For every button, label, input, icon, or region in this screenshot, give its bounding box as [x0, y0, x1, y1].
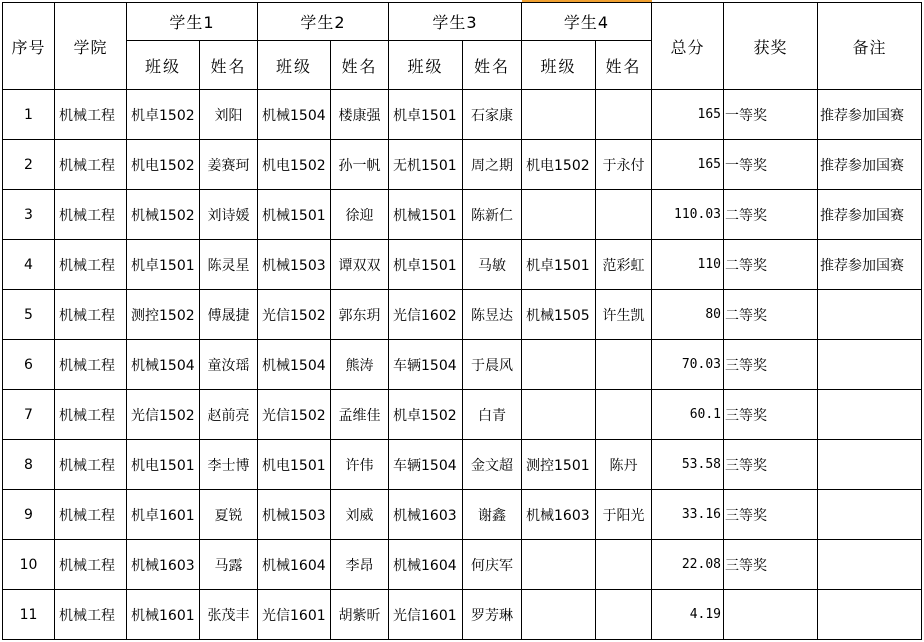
- cell-student-3-class[interactable]: 无机1501: [389, 140, 463, 190]
- header-student-4[interactable]: 学生4: [522, 3, 652, 41]
- cell-student-4-name[interactable]: 许生凯: [596, 290, 652, 340]
- cell-student-3-name[interactable]: 白青: [463, 390, 522, 440]
- cell-award[interactable]: 二等奖: [724, 240, 818, 290]
- cell-index[interactable]: 9: [3, 490, 55, 540]
- cell-student-1-name[interactable]: 刘诗媛: [200, 190, 258, 240]
- cell-award[interactable]: 二等奖: [724, 190, 818, 240]
- cell-student-2-class[interactable]: 机械1604: [258, 540, 331, 590]
- cell-college[interactable]: 机械工程: [55, 190, 127, 240]
- cell-award[interactable]: 三等奖: [724, 390, 818, 440]
- cell-college[interactable]: 机械工程: [55, 140, 127, 190]
- cell-student-1-class[interactable]: 机电1502: [127, 140, 200, 190]
- cell-college[interactable]: 机械工程: [55, 490, 127, 540]
- cell-student-4-name[interactable]: 陈丹: [596, 440, 652, 490]
- cell-total[interactable]: 80: [652, 290, 724, 340]
- cell-student-4-name[interactable]: [596, 340, 652, 390]
- cell-student-1-name[interactable]: 傅晟捷: [200, 290, 258, 340]
- cell-award[interactable]: 三等奖: [724, 340, 818, 390]
- cell-student-1-class[interactable]: 机卓1601: [127, 490, 200, 540]
- cell-student-2-class[interactable]: 机械1501: [258, 190, 331, 240]
- cell-student-4-class[interactable]: [522, 190, 596, 240]
- cell-student-1-name[interactable]: 马露: [200, 540, 258, 590]
- cell-student-1-class[interactable]: 机卓1501: [127, 240, 200, 290]
- cell-student-4-class[interactable]: [522, 590, 596, 640]
- header-index[interactable]: 序号: [3, 3, 55, 90]
- cell-student-2-name[interactable]: 胡紫昕: [331, 590, 389, 640]
- cell-student-3-name[interactable]: 于晨风: [463, 340, 522, 390]
- cell-student-1-class[interactable]: 机械1502: [127, 190, 200, 240]
- table-row: [3, 440, 922, 490]
- cell-student-3-class[interactable]: 机卓1501: [389, 90, 463, 140]
- cell-index[interactable]: 6: [3, 340, 55, 390]
- cell-student-4-name[interactable]: 于阳光: [596, 490, 652, 540]
- cell-student-4-name[interactable]: [596, 540, 652, 590]
- cell-student-3-class[interactable]: 车辆1504: [389, 440, 463, 490]
- cell-student-4-class[interactable]: 测控1501: [522, 440, 596, 490]
- header-remark[interactable]: 备注: [818, 3, 922, 90]
- cell-total[interactable]: 4.19: [652, 590, 724, 640]
- cell-student-4-class[interactable]: 机械1603: [522, 490, 596, 540]
- cell-student-1-class[interactable]: 机电1501: [127, 440, 200, 490]
- cell-award[interactable]: 二等奖: [724, 290, 818, 340]
- cell-student-2-name[interactable]: 刘威: [331, 490, 389, 540]
- cell-remark[interactable]: [818, 340, 922, 390]
- cell-student-3-class[interactable]: 机械1604: [389, 540, 463, 590]
- table-row: [3, 140, 922, 190]
- cell-index[interactable]: 4: [3, 240, 55, 290]
- cell-total[interactable]: 60.1: [652, 390, 724, 440]
- header-class[interactable]: 班级: [389, 41, 463, 90]
- header-name[interactable]: 姓名: [463, 41, 522, 90]
- header-name[interactable]: 姓名: [200, 41, 258, 90]
- table-row: [3, 390, 922, 440]
- cell-student-2-class[interactable]: 光信1601: [258, 590, 331, 640]
- cell-remark[interactable]: 推荐参加国赛: [818, 90, 922, 140]
- cell-award[interactable]: 三等奖: [724, 540, 818, 590]
- cell-student-3-class[interactable]: 机卓1502: [389, 390, 463, 440]
- cell-remark[interactable]: [818, 590, 922, 640]
- cell-index[interactable]: 5: [3, 290, 55, 340]
- header-award[interactable]: 获奖: [724, 3, 818, 90]
- cell-student-4-class[interactable]: [522, 90, 596, 140]
- header-student-1[interactable]: 学生1: [127, 3, 258, 41]
- table-row: [3, 190, 922, 240]
- cell-college[interactable]: 机械工程: [55, 540, 127, 590]
- cell-total[interactable]: 53.58: [652, 440, 724, 490]
- cell-student-1-class[interactable]: 光信1502: [127, 390, 200, 440]
- cell-college[interactable]: 机械工程: [55, 90, 127, 140]
- cell-index[interactable]: 3: [3, 190, 55, 240]
- cell-index[interactable]: 11: [3, 590, 55, 640]
- cell-college[interactable]: 机械工程: [55, 590, 127, 640]
- cell-student-3-name[interactable]: 谢鑫: [463, 490, 522, 540]
- cell-student-1-name[interactable]: 刘阳: [200, 90, 258, 140]
- cell-student-4-name[interactable]: 于永付: [596, 140, 652, 190]
- cell-student-1-class[interactable]: 机械1603: [127, 540, 200, 590]
- cell-student-1-class[interactable]: 机卓1502: [127, 90, 200, 140]
- cell-student-3-class[interactable]: 机械1603: [389, 490, 463, 540]
- cell-award[interactable]: 一等奖: [724, 90, 818, 140]
- cell-student-4-class[interactable]: [522, 390, 596, 440]
- cell-student-1-name[interactable]: 姜赛珂: [200, 140, 258, 190]
- cell-student-3-name[interactable]: 陈新仁: [463, 190, 522, 240]
- cell-index[interactable]: 10: [3, 540, 55, 590]
- cell-student-4-name[interactable]: [596, 190, 652, 240]
- cell-student-2-name[interactable]: 徐迎: [331, 190, 389, 240]
- cell-student-3-class[interactable]: 光信1602: [389, 290, 463, 340]
- table-row: [3, 290, 922, 340]
- table-row: [3, 540, 922, 590]
- cell-index[interactable]: 7: [3, 390, 55, 440]
- cell-remark[interactable]: [818, 390, 922, 440]
- cell-student-3-name[interactable]: 何庆军: [463, 540, 522, 590]
- cell-student-2-class[interactable]: 机械1504: [258, 90, 331, 140]
- cell-total[interactable]: 165: [652, 140, 724, 190]
- cell-student-4-name[interactable]: [596, 390, 652, 440]
- cell-student-4-name[interactable]: [596, 590, 652, 640]
- cell-student-2-class[interactable]: 光信1502: [258, 390, 331, 440]
- cell-index[interactable]: 8: [3, 440, 55, 490]
- header-name[interactable]: 姓名: [596, 41, 652, 90]
- header-class[interactable]: 班级: [258, 41, 331, 90]
- cell-student-4-class[interactable]: 机电1502: [522, 140, 596, 190]
- cell-student-4-class[interactable]: [522, 340, 596, 390]
- header-name[interactable]: 姓名: [331, 41, 389, 90]
- cell-student-3-name[interactable]: 陈昱达: [463, 290, 522, 340]
- cell-student-2-class[interactable]: 机电1501: [258, 440, 331, 490]
- header-class[interactable]: 班级: [127, 41, 200, 90]
- cell-student-1-name[interactable]: 夏锐: [200, 490, 258, 540]
- cell-total[interactable]: 70.03: [652, 340, 724, 390]
- cell-award[interactable]: 一等奖: [724, 140, 818, 190]
- cell-student-3-class[interactable]: 车辆1504: [389, 340, 463, 390]
- cell-student-2-name[interactable]: 楼康强: [331, 90, 389, 140]
- cell-award[interactable]: 三等奖: [724, 490, 818, 540]
- cell-college[interactable]: 机械工程: [55, 390, 127, 440]
- cell-student-2-name[interactable]: 孟维佳: [331, 390, 389, 440]
- results-table: [2, 2, 922, 640]
- header-total[interactable]: 总分: [652, 3, 724, 90]
- cell-college[interactable]: 机械工程: [55, 240, 127, 290]
- cell-student-2-class[interactable]: 机械1503: [258, 240, 331, 290]
- cell-student-2-name[interactable]: 李昂: [331, 540, 389, 590]
- cell-remark[interactable]: 推荐参加国赛: [818, 240, 922, 290]
- cell-student-2-name[interactable]: 熊涛: [331, 340, 389, 390]
- cell-student-2-class[interactable]: 机械1504: [258, 340, 331, 390]
- cell-total[interactable]: 165: [652, 90, 724, 140]
- cell-student-1-class[interactable]: 机械1504: [127, 340, 200, 390]
- cell-remark[interactable]: [818, 440, 922, 490]
- cell-student-1-class[interactable]: 测控1502: [127, 290, 200, 340]
- cell-student-2-class[interactable]: 光信1502: [258, 290, 331, 340]
- cell-student-2-class[interactable]: 机械1503: [258, 490, 331, 540]
- cell-student-2-name[interactable]: 许伟: [331, 440, 389, 490]
- cell-student-3-class[interactable]: 机卓1501: [389, 240, 463, 290]
- cell-student-3-name[interactable]: 金文超: [463, 440, 522, 490]
- header-student-3[interactable]: 学生3: [389, 3, 522, 41]
- cell-student-3-name[interactable]: 罗芳琳: [463, 590, 522, 640]
- cell-student-3-class[interactable]: 光信1601: [389, 590, 463, 640]
- header-row-1: [3, 3, 922, 41]
- cell-college[interactable]: 机械工程: [55, 440, 127, 490]
- cell-student-1-name[interactable]: 陈灵星: [200, 240, 258, 290]
- cell-total[interactable]: 110.03: [652, 190, 724, 240]
- cell-student-4-name[interactable]: [596, 90, 652, 140]
- cell-remark[interactable]: [818, 540, 922, 590]
- cell-remark[interactable]: 推荐参加国赛: [818, 190, 922, 240]
- table-row: [3, 240, 922, 290]
- cell-student-4-class[interactable]: 机械1505: [522, 290, 596, 340]
- cell-student-3-name[interactable]: 马敏: [463, 240, 522, 290]
- cell-student-3-name[interactable]: 石家康: [463, 90, 522, 140]
- cell-student-2-name[interactable]: 孙一帆: [331, 140, 389, 190]
- cell-student-1-name[interactable]: 张茂丰: [200, 590, 258, 640]
- cell-student-1-name[interactable]: 童汝瑶: [200, 340, 258, 390]
- header-college[interactable]: 学院: [55, 3, 127, 90]
- cell-student-4-class[interactable]: 机卓1501: [522, 240, 596, 290]
- table-body: [3, 90, 922, 640]
- cell-college[interactable]: 机械工程: [55, 290, 127, 340]
- cell-award[interactable]: [724, 590, 818, 640]
- cell-student-1-name[interactable]: 李士博: [200, 440, 258, 490]
- table-row: [3, 490, 922, 540]
- cell-college[interactable]: 机械工程: [55, 340, 127, 390]
- cell-student-4-class[interactable]: [522, 540, 596, 590]
- cell-student-2-class[interactable]: 机电1502: [258, 140, 331, 190]
- cell-total[interactable]: 110: [652, 240, 724, 290]
- cell-student-3-class[interactable]: 机械1501: [389, 190, 463, 240]
- cell-student-2-name[interactable]: 谭双双: [331, 240, 389, 290]
- cell-total[interactable]: 33.16: [652, 490, 724, 540]
- cell-total[interactable]: 22.08: [652, 540, 724, 590]
- header-class[interactable]: 班级: [522, 41, 596, 90]
- table-row: [3, 90, 922, 140]
- cell-student-2-name[interactable]: 郭东玥: [331, 290, 389, 340]
- header-student-2[interactable]: 学生2: [258, 3, 389, 41]
- cell-index[interactable]: 1: [3, 90, 55, 140]
- cell-remark[interactable]: [818, 290, 922, 340]
- cell-student-1-class[interactable]: 机械1601: [127, 590, 200, 640]
- cell-index[interactable]: 2: [3, 140, 55, 190]
- cell-award[interactable]: 三等奖: [724, 440, 818, 490]
- cell-student-3-name[interactable]: 周之期: [463, 140, 522, 190]
- cell-remark[interactable]: 推荐参加国赛: [818, 140, 922, 190]
- table-row: [3, 590, 922, 640]
- cell-student-1-name[interactable]: 赵前亮: [200, 390, 258, 440]
- table-row: [3, 340, 922, 390]
- cell-student-4-name[interactable]: 范彩虹: [596, 240, 652, 290]
- cell-remark[interactable]: [818, 490, 922, 540]
